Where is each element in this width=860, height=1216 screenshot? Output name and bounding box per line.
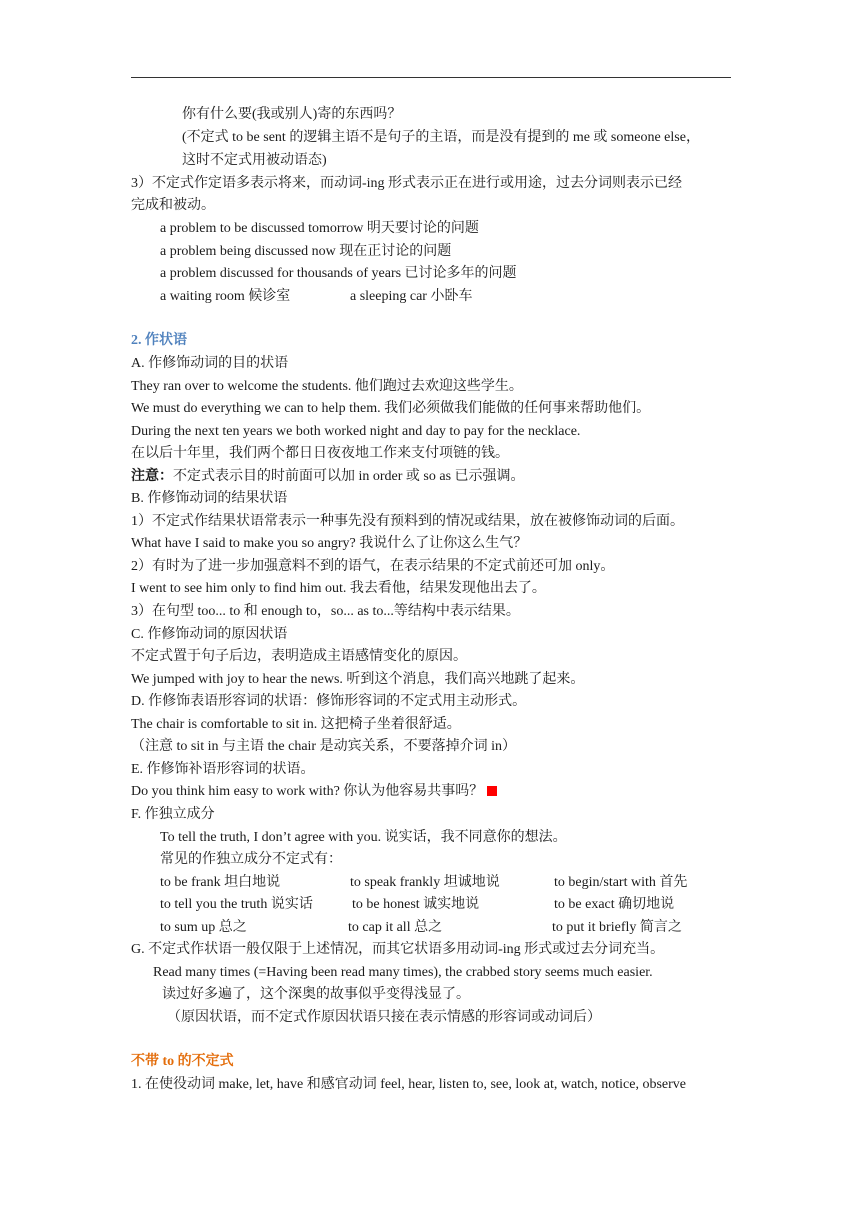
text-line: C. 作修饰动词的原因状语: [131, 627, 288, 642]
text-line: Read many times (=Having been read many times), the crabbed story seems much easier.: [153, 965, 653, 980]
text-line: 这时不定式用被动语态): [182, 153, 327, 168]
text-line: To tell the truth, I don’t agree with you. 说实话，我不同意你的想法。: [160, 830, 567, 845]
text-line: D. 作修饰表语形容词的状语：修饰形容词的不定式用主动形式。: [131, 694, 527, 709]
text-line: a sleeping car 小卧车: [350, 289, 473, 304]
text-line: The chair is comfortable to sit in. 这把椅子坐着很舒适。: [131, 717, 461, 732]
text-line: 常见的作独立成分不定式有：: [160, 852, 342, 867]
text-line: 1）不定式作结果状语常表示一种事先没有预料到的情况或结果，放在被修饰动词的后面。: [131, 514, 684, 529]
note-line: [131, 468, 525, 486]
example-text: Do you think him easy to work with? 你认为他容易共事吗？: [131, 784, 484, 799]
text-line: a problem being discussed now 现在正讨论的问题: [160, 244, 452, 259]
text-line: a problem discussed for thousands of years 已讨论多年的问题: [160, 266, 517, 281]
section-heading: 不带 to 的不定式: [131, 1054, 234, 1069]
text-line: They ran over to welcome the students. 他们跑过去欢迎这些学生。: [131, 379, 523, 394]
text-line: a problem to be discussed tomorrow 明天要讨论的问题: [160, 221, 479, 236]
text-line: B. 作修饰动词的结果状语: [131, 491, 288, 506]
text-line: 2）有时为了进一步加强意料不到的语气，在表示结果的不定式前还可加 only。: [131, 559, 615, 574]
red-square-icon: [487, 786, 497, 796]
text-line: 3）在句型 too... to 和 enough to，so... as to...等结构中表示结果。: [131, 604, 520, 619]
phrase-item: to be honest 诚实地说: [352, 897, 480, 912]
text-line: During the next ten years we both worked night and day to pay for the necklace.: [131, 424, 581, 439]
text-line: 1. 在使役动词 make, let, have 和感官动词 feel, hear, listen to, see, look at, watch, notice, observe: [131, 1077, 687, 1092]
text-line: G. 不定式作状语一般仅限于上述情况，而其它状语多用动词-ing 形式或过去分词充当。: [131, 942, 665, 957]
header-rule: [131, 77, 731, 78]
note-text: 不定式表示目的时前面可以加 in order 或 so as 已示强调。: [173, 469, 525, 484]
text-line: 读过好多遍了，这个深奥的故事似乎变得浅显了。: [162, 987, 470, 1002]
text-line: （原因状语，而不定式作原因状语只接在表示情感的形容词或动词后）: [167, 1010, 601, 1025]
text-line: F. 作独立成分: [131, 807, 215, 822]
text-line: [131, 783, 497, 801]
text-line: We jumped with joy to hear the news. 听到这个消息，我们高兴地跳了起来。: [131, 672, 585, 687]
phrase-item: to speak frankly 坦诚地说: [350, 875, 500, 890]
phrase-item: to cap it all 总之: [348, 920, 443, 935]
text-line: E. 作修饰补语形容词的状语。: [131, 762, 315, 777]
text-line: (不定式 to be sent 的逻辑主语不是句子的主语，而是没有提到的 me 或 someone else，: [182, 130, 700, 145]
text-line: What have I said to make you so angry? 我说什么了让你这么生气？: [131, 536, 528, 551]
text-line: A. 作修饰动词的目的状语: [131, 356, 289, 371]
phrase-item: to be frank 坦白地说: [160, 875, 281, 890]
note-label: 注意：: [131, 469, 173, 484]
phrase-item: to be exact 确切地说: [554, 897, 675, 912]
phrase-item: to begin/start with 首先: [554, 875, 688, 890]
text-line: 你有什么要(我或别人)寄的东西吗？: [182, 107, 402, 122]
text-line: We must do everything we can to help them. 我们必须做我们能做的任何事来帮助他们。: [131, 401, 651, 416]
text-line: （注意 to sit in 与主语 the chair 是动宾关系，不要落掉介词 in）: [131, 739, 516, 754]
text-line: a waiting room 候诊室: [160, 289, 291, 304]
phrase-item: to put it briefly 简言之: [552, 920, 682, 935]
text-line: 在以后十年里，我们两个都日日夜夜地工作来支付项链的钱。: [131, 446, 509, 461]
text-line: 不定式置于句子后边，表明造成主语感情变化的原因。: [131, 649, 467, 664]
phrase-item: to sum up 总之: [160, 920, 247, 935]
text-line: 3）不定式作定语多表示将来，而动词-ing 形式表示正在进行或用途，过去分词则表示已经: [131, 176, 683, 191]
text-line: 完成和被动。: [131, 198, 215, 213]
phrase-item: to tell you the truth 说实话: [160, 897, 313, 912]
section-heading: 2. 作状语: [131, 333, 187, 348]
text-line: I went to see him only to find him out. 我去看他，结果发现他出去了。: [131, 581, 546, 596]
